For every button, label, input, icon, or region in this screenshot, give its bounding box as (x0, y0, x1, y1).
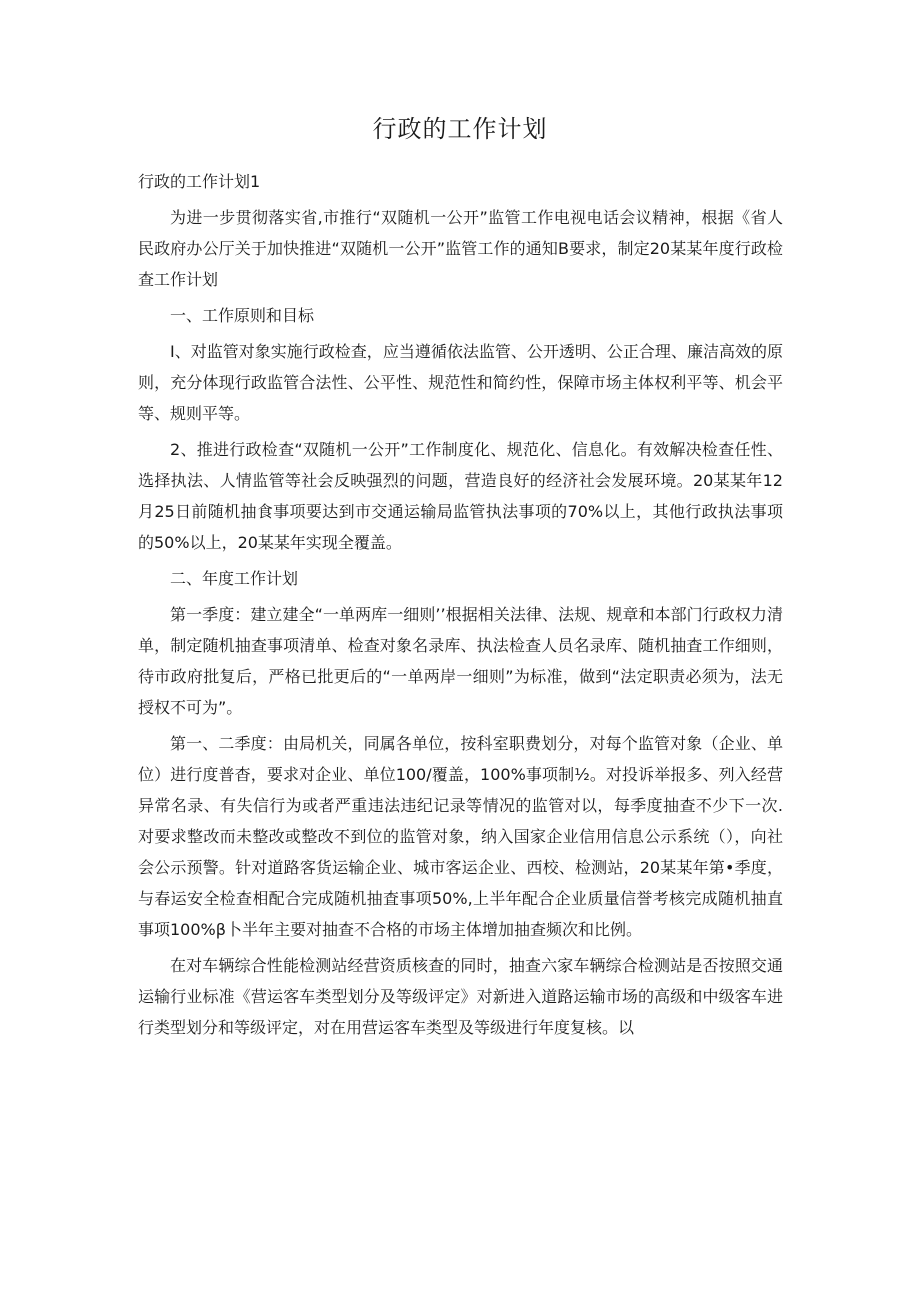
paragraph: 第一季度：建立建全“一单两库一细则’’根据相关法律、法规、规章和本部门行政权力清单，制定随机抽查事项清单、检查对象名录库、执法检查人员名录库、随机抽査工作细则，待市政府批复后，严格已批更后的“一单两岸一细则”为标准，做到“法定职责必须为，法无授权不可为”。 (138, 605, 783, 717)
paragraph: I、对监管对象实施行政检查，应当遵循依法监管、公开透明、公正合理、廉洁高效的原则，充分体现行政监管合法性、公平性、规范性和简约性，保障市场主体权利平等、机会平等、规则平等。 (138, 342, 783, 423)
paragraph: 第一、二季度：由局机关，同属各单位，按科室职费划分，对每个监管对象（企业、单位）进行度普杳，要求对企业、单位100/覆盖，100%事项制½。对投诉举报多、列入经营异常名录、有失信行为或者严重违法违纪记录等情况的监管对以，每季度抽查不少下一次.对要求整改而未整改或整改不到位的监管对象，纳入国家企业信用信息公示系统（），向社会公示预警。针对道路客货运输企业、城市客运企业、西校、检测站，20某某年第•季度，与春运安全检查相配合完成随机抽査事项50%,上半年配合企业质量信誉考核完成随机抽直事项100%β卜半年主要对抽查不合格的市场主体增加抽查频次和比例。 (138, 734, 783, 939)
paragraph: 为进一步贯彻落实省,市推行“双随机一公开”监管工作电视电话会议精神，根据《省人民政府办公厅关于加快推进“双随机一公开”监管工作的通知B要求，制定20某某年度行政检查工作计划 (138, 208, 783, 289)
document-body (138, 166, 783, 1048)
section-heading: 行政的工作计划1 (138, 172, 261, 191)
section-heading: 二、年度工作计划 (170, 569, 299, 588)
paragraph: 在对车辆综合性能检测站经营资质核查的同时，抽查六家车辆综合检测站是否按照交通运输行业标准《营运客车类型划分及等级评定》对新进入道路运输市场的高级和中级客车进行类型划分和等级评定，对在用营运客车类型及等级进行年度复核。以 (138, 956, 783, 1037)
paragraph: 2、推进行政检查“双随机一公开”工作制度化、规范化、信息化。有效解决检查任性、选择执法、人情监管等社会反映强烈的问题，营造良好的经济社会发展环境。20某某年12月25日前随机抽食事项要达到市交通运输局监管执法事项的70%以上，其他行政执法事项的50%以上，20某某年实现全覆盖。 (138, 440, 783, 552)
section-heading: 一、工作原则和目标 (170, 306, 315, 325)
document-title: 行政的工作计划 (372, 115, 548, 143)
